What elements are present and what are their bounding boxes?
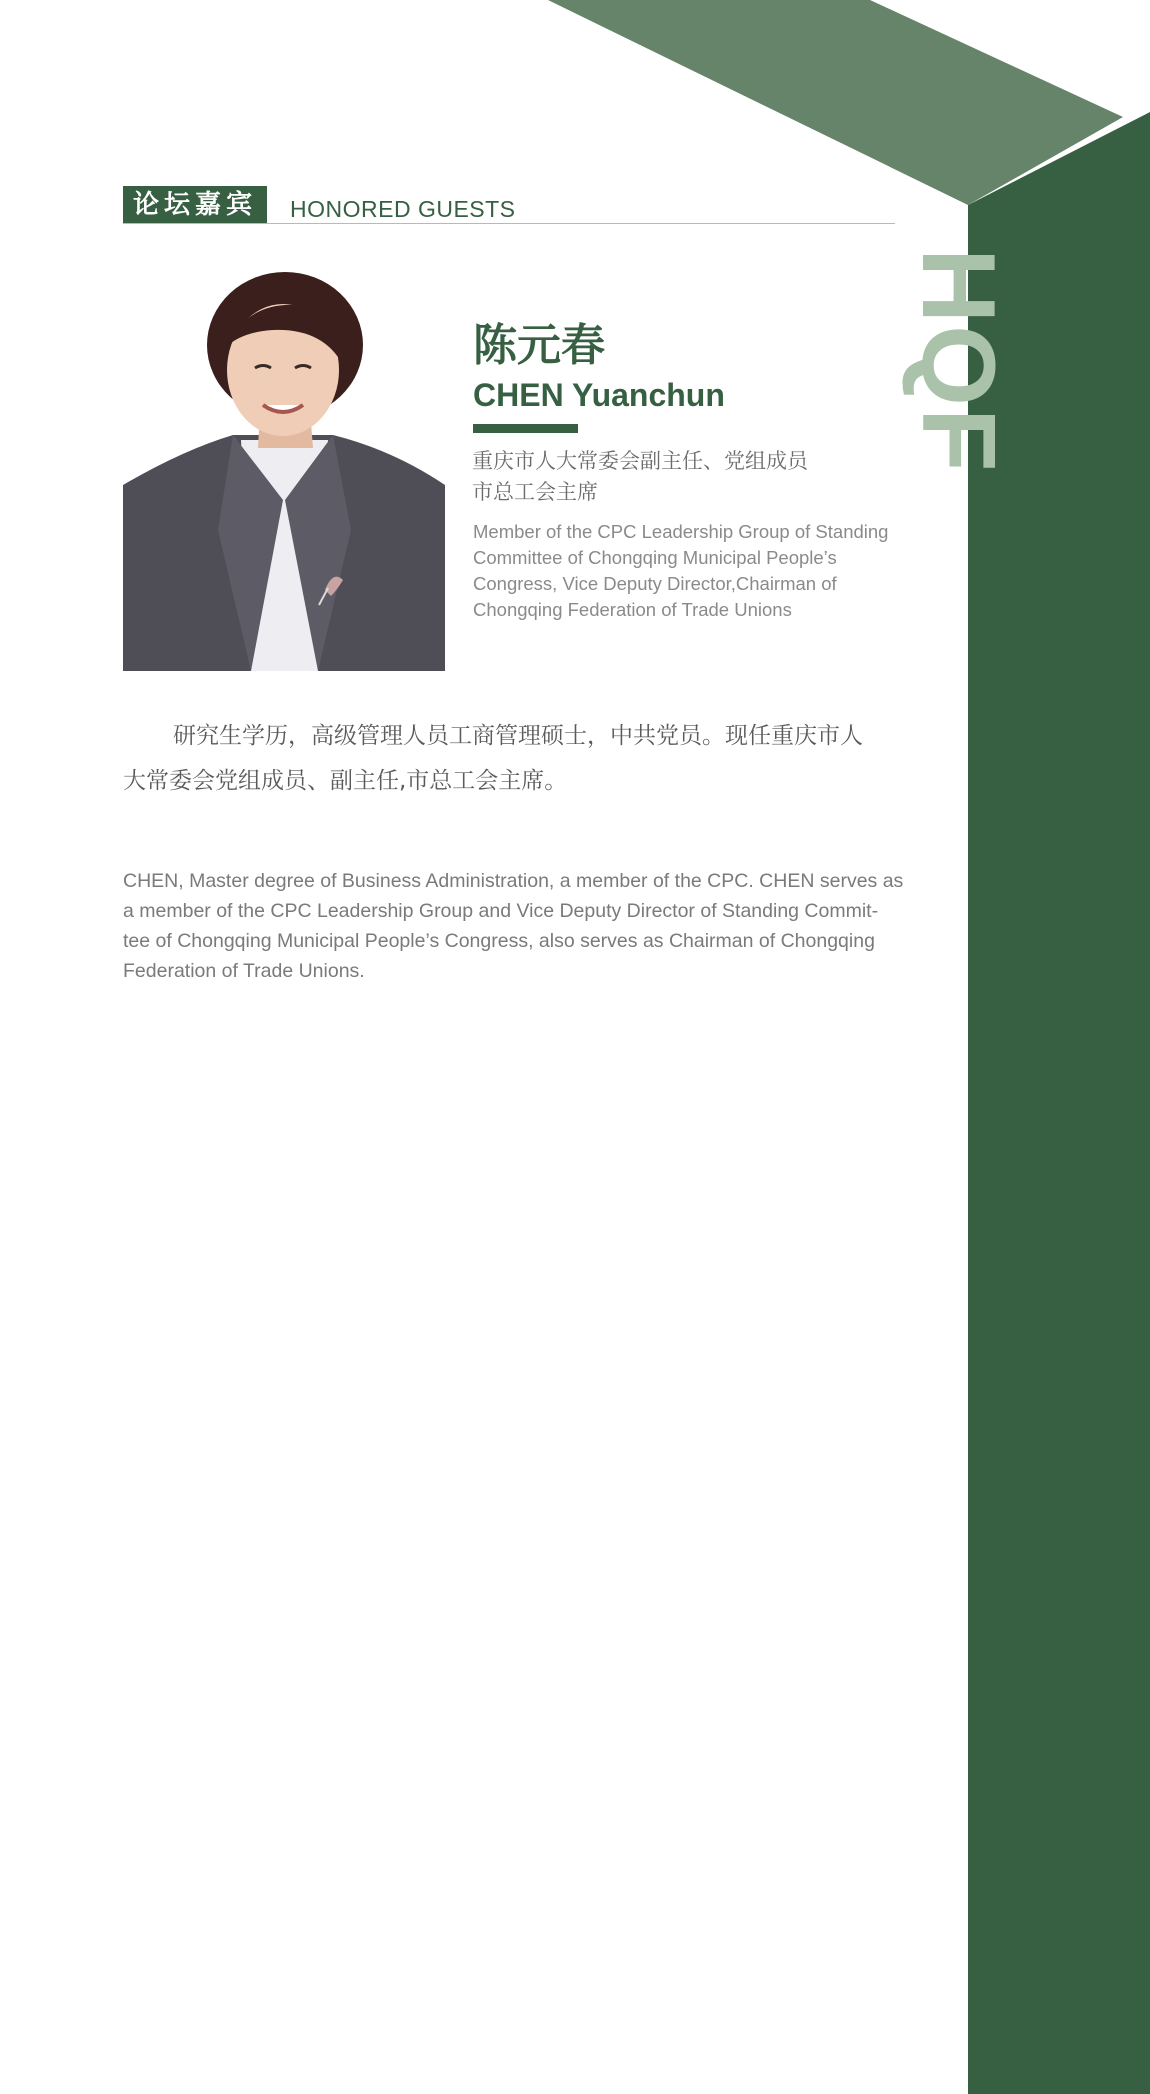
guest-title-en — [473, 519, 888, 623]
section-label-cn: 论坛嘉宾 — [123, 186, 267, 224]
bio-cn-line: 研究生学历，高级管理人员工商管理硕士，中共党员。现任重庆市人 — [173, 723, 863, 749]
bio-en-line: tee of Chongqing Municipal People’s Congress, also serves as Chairman of Chongqing — [123, 930, 875, 952]
guest-title-cn — [472, 446, 808, 508]
guest-bio-cn — [123, 714, 863, 804]
title-en-line: Committee of Chongqing Municipal People’s — [473, 547, 837, 568]
guest-portrait — [123, 270, 445, 671]
guest-name-en: CHEN Yuanchun — [473, 377, 725, 413]
section-divider — [123, 223, 895, 224]
guest-name-cn: 陈元春 — [473, 320, 605, 371]
title-en-line: Member of the CPC Leadership Group of Standing — [473, 521, 889, 542]
title-en-line: Chongqing Federation of Trade Unions — [473, 599, 792, 620]
guest-bio-en — [123, 866, 903, 986]
title-en-line: Congress, Vice Deputy Director,Chairman of — [473, 573, 837, 594]
section-label-en: HONORED GUESTS — [290, 196, 516, 222]
name-underline-bar — [473, 424, 578, 433]
bio-en-line: CHEN, Master degree of Business Administration, a member of the CPC. CHEN serves as — [123, 870, 904, 892]
title-cn-line: 重庆市人大常委会副主任、党组成员 — [472, 449, 808, 473]
bio-cn-line: 大常委会党组成员、副主任,市总工会主席。 — [123, 768, 568, 794]
bio-en-line: Federation of Trade Unions. — [123, 960, 365, 982]
title-cn-line: 市总工会主席 — [472, 480, 598, 504]
hqf-vertical-logo: HQF — [900, 248, 1016, 474]
bio-en-line: a member of the CPC Leadership Group and Vice Deputy Director of Standing Commit- — [123, 900, 879, 922]
